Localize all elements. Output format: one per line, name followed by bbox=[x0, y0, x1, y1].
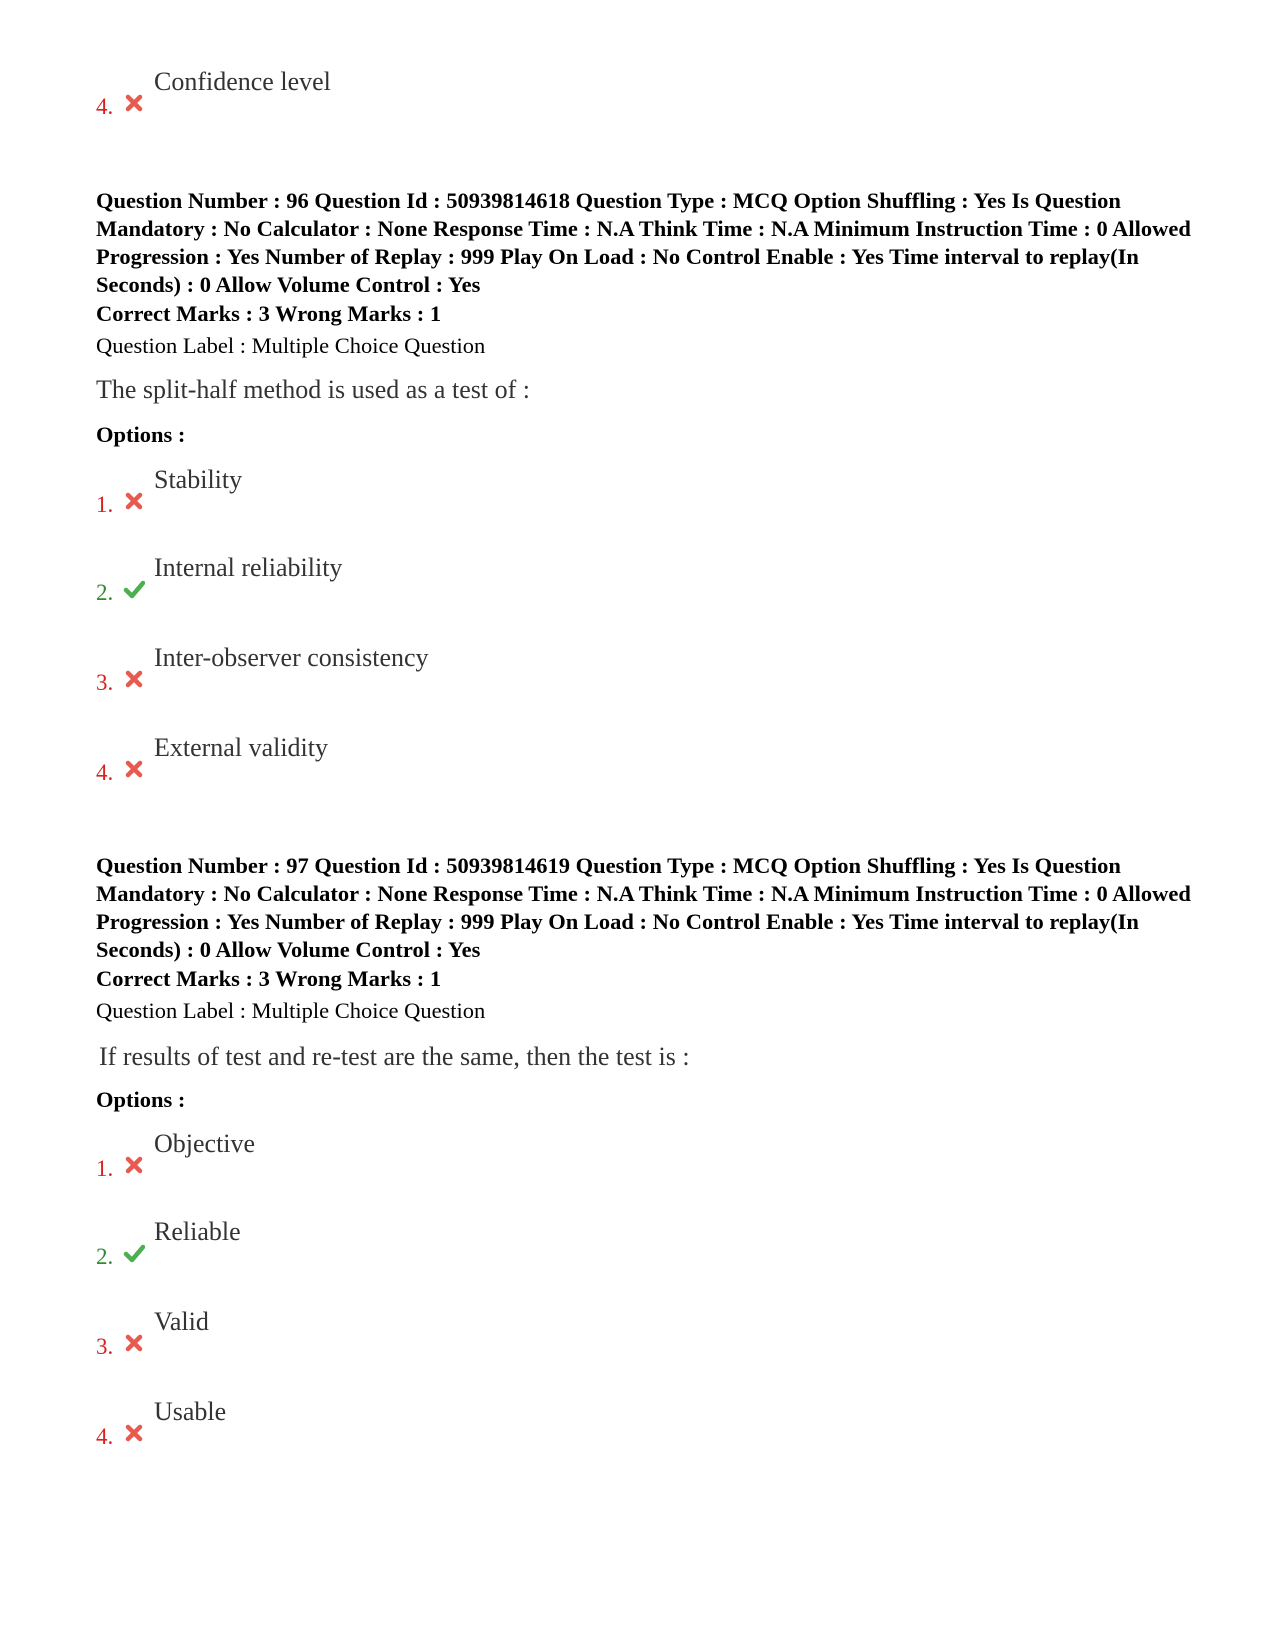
option-row bbox=[96, 644, 696, 694]
wrong-cross-icon bbox=[123, 1332, 145, 1354]
option-row bbox=[96, 1398, 696, 1448]
correct-check-icon bbox=[123, 578, 145, 600]
question-marks: Correct Marks : 3 Wrong Marks : 1 bbox=[96, 301, 442, 326]
option-number: 3. bbox=[96, 1334, 114, 1359]
correct-check-icon bbox=[123, 1242, 145, 1264]
option-number: 4. bbox=[96, 94, 114, 119]
option-row bbox=[96, 554, 696, 604]
wrong-cross-icon bbox=[123, 758, 145, 780]
wrong-cross-icon bbox=[123, 1422, 145, 1444]
question-label: Question Label : Multiple Choice Question bbox=[96, 998, 486, 1023]
options-heading: Options : bbox=[96, 1087, 186, 1112]
option-number: 4. bbox=[96, 760, 114, 785]
wrong-cross-icon bbox=[123, 668, 145, 690]
option-text: Objective bbox=[154, 1129, 256, 1158]
option-number: 2. bbox=[96, 1244, 114, 1269]
wrong-cross-icon bbox=[123, 490, 145, 512]
option-text: Reliable bbox=[154, 1217, 241, 1246]
option-row bbox=[96, 734, 696, 784]
option-text: Valid bbox=[154, 1307, 209, 1336]
question-label: Question Label : Multiple Choice Question bbox=[96, 333, 486, 358]
option-number: 4. bbox=[96, 1424, 114, 1449]
option-number: 1. bbox=[96, 492, 114, 517]
question-meta: Question Number : 96 Question Id : 50939814618 Question Type : MCQ Option Shuffling : Yes Is Question Mandatory : No Calculator : None Response Time : N.A Think Time : N.A Minimum Instruction Time : 0 Allowed Progression : Yes Number of Replay : 999 Play On Load : No Control Enable : Yes Time interval to replay(In Seconds) : 0 Allow Volume Control : Yes bbox=[96, 188, 1191, 297]
option-row bbox=[96, 1308, 696, 1358]
option-row bbox=[96, 68, 696, 118]
question-marks: Correct Marks : 3 Wrong Marks : 1 bbox=[96, 966, 442, 991]
option-number: 1. bbox=[96, 1156, 114, 1181]
option-text: Usable bbox=[154, 1397, 227, 1426]
options-heading: Options : bbox=[96, 422, 186, 447]
option-text: Stability bbox=[154, 465, 243, 494]
option-text: Internal reliability bbox=[154, 553, 343, 582]
wrong-cross-icon bbox=[123, 1154, 145, 1176]
option-row bbox=[96, 466, 696, 516]
question-text: If results of test and re-test are the same, then the test is : bbox=[99, 1042, 690, 1071]
option-row bbox=[96, 1218, 696, 1268]
option-row bbox=[96, 1130, 696, 1180]
question-meta: Question Number : 97 Question Id : 50939814619 Question Type : MCQ Option Shuffling : Yes Is Question Mandatory : No Calculator : None Response Time : N.A Think Time : N.A Minimum Instruction Time : 0 Allowed Progression : Yes Number of Replay : 999 Play On Load : No Control Enable : Yes Time interval to replay(In Seconds) : 0 Allow Volume Control : Yes bbox=[96, 853, 1191, 962]
option-text: External validity bbox=[154, 733, 329, 762]
option-number: 2. bbox=[96, 580, 114, 605]
wrong-cross-icon bbox=[123, 92, 145, 114]
option-text: Confidence level bbox=[154, 67, 331, 96]
question-text: The split-half method is used as a test of : bbox=[96, 375, 530, 404]
option-number: 3. bbox=[96, 670, 114, 695]
option-text: Inter-observer consistency bbox=[154, 643, 429, 672]
